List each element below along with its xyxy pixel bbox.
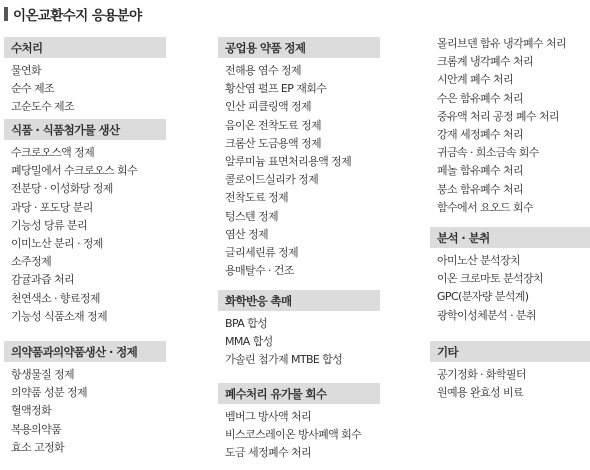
section-header: 의약품과의약품생산 · 정제 <box>4 341 166 362</box>
item-list <box>430 366 590 402</box>
section-water <box>4 37 166 117</box>
list-item: 수은 함유폐수 처리 <box>437 91 524 105</box>
section-pharma <box>4 341 166 457</box>
list-item: 전분당 · 이성화당 정제 <box>11 182 113 196</box>
section-header: 화학반응 촉매 <box>218 290 380 311</box>
section-waste-continued <box>430 31 590 217</box>
list-item: 붕소 함유폐수 처리 <box>437 182 524 196</box>
list-item: 가솔린 첨가제 MTBE 합성 <box>225 353 343 367</box>
title-marker <box>4 7 8 21</box>
list-item: 이온 크로마토 분석장치 <box>437 272 544 286</box>
list-item: 크롬산 도금용액 정제 <box>225 136 322 150</box>
list-item: 의약품 성분 정제 <box>11 386 87 400</box>
list-item: 몰리브덴 함유 냉각폐수 처리 <box>437 37 567 50</box>
section-header: 폐수처리 유가물 회수 <box>218 383 380 404</box>
section-other <box>430 341 590 402</box>
list-item: 기능성 식품소재 정제 <box>11 309 108 323</box>
list-item: 공기정화 · 화학필터 <box>437 368 526 381</box>
list-item: 수크로오스액 정제 <box>11 146 95 159</box>
list-item: 도금 세정폐수 처리 <box>225 446 312 460</box>
list-item: 고순도수 제조 <box>11 100 75 114</box>
section-header: 분석 · 분취 <box>430 227 590 248</box>
list-item: 음이온 전착도료 정제 <box>225 118 322 132</box>
list-item: 기능성 당류 분리 <box>11 218 87 232</box>
item-list <box>218 62 380 280</box>
section-header: 수처리 <box>4 37 166 58</box>
item-list <box>218 315 380 370</box>
item-list <box>4 62 166 117</box>
list-item: 글리세린류 정제 <box>225 245 299 259</box>
list-item: 함수에서 요오드 회수 <box>437 200 534 214</box>
list-item: 알루미늄 표면처리용액 정제 <box>225 154 352 168</box>
list-item: 염산 정제 <box>225 227 269 241</box>
list-item: 과당 · 포도당 분리 <box>11 200 93 214</box>
item-list <box>430 35 590 217</box>
list-item: 아미노산 분석장치 <box>437 254 521 267</box>
list-item: 크롬계 냉각폐수 처리 <box>437 55 534 69</box>
list-item: 복용의약품 <box>11 422 62 436</box>
section-chemical <box>218 290 380 370</box>
list-item: 페놀 함유폐수 처리 <box>437 164 524 178</box>
section-header: 공업용 약품 정제 <box>218 37 380 58</box>
list-item: 벰버그 방사액 처리 <box>225 410 312 423</box>
list-item: 이미노산 분리 · 정제 <box>11 236 103 250</box>
item-list <box>430 252 590 325</box>
list-item: MMA 합성 <box>225 335 273 349</box>
list-item: 용매탈수 · 건조 <box>225 264 294 278</box>
section-header: 기타 <box>430 341 590 362</box>
list-item: 소주정제 <box>11 255 52 269</box>
list-item: 순수 제조 <box>11 82 55 96</box>
section-analysis <box>430 227 590 325</box>
section-food <box>4 119 166 326</box>
list-item: 항생물질 정제 <box>11 368 75 381</box>
list-item: 텅스텐 정제 <box>225 209 279 223</box>
list-item: 물연화 <box>11 64 42 77</box>
item-list <box>218 408 380 463</box>
list-item: 효소 고정화 <box>11 440 65 454</box>
page-title-text: 이온교환수지 응용분야 <box>13 8 142 24</box>
list-item: 감귤과즙 처리 <box>11 273 75 287</box>
list-item: BPA 합성 <box>225 317 268 330</box>
section-waste <box>218 383 380 463</box>
list-item: GPC(분자량 분석계) <box>437 290 529 304</box>
list-item: 폐당밀에서 수크로오스 회수 <box>11 164 138 178</box>
list-item: 전착도료 정제 <box>225 191 289 205</box>
item-list <box>4 366 166 457</box>
list-item: 혈액정화 <box>11 404 52 418</box>
page-title <box>4 4 142 24</box>
list-item: 귀금속 · 희소금속 회수 <box>437 146 539 160</box>
list-item: 콜로이드실리카 정제 <box>225 173 319 187</box>
list-item: 비스코스레이온 방사폐액 회수 <box>225 428 362 442</box>
list-item: 전해용 염수 정제 <box>225 64 301 77</box>
list-item: 원예용 완효성 비료 <box>437 386 524 400</box>
item-list <box>4 144 166 326</box>
list-item: 인산 피클링액 정제 <box>225 100 312 114</box>
list-item: 시안계 폐수 처리 <box>437 73 513 87</box>
list-item: 광학이성체분석 · 분취 <box>437 308 536 322</box>
list-item: 강재 세정폐수 처리 <box>437 127 524 141</box>
section-header: 식품 · 식품첨가물 생산 <box>4 119 166 140</box>
list-item: 천연색소 · 향료정제 <box>11 291 100 305</box>
list-item: 중유액 처리 공정 폐수 처리 <box>437 109 559 123</box>
section-industrial <box>218 37 380 280</box>
list-item: 황산염 펄프 EP 재회수 <box>225 82 327 96</box>
